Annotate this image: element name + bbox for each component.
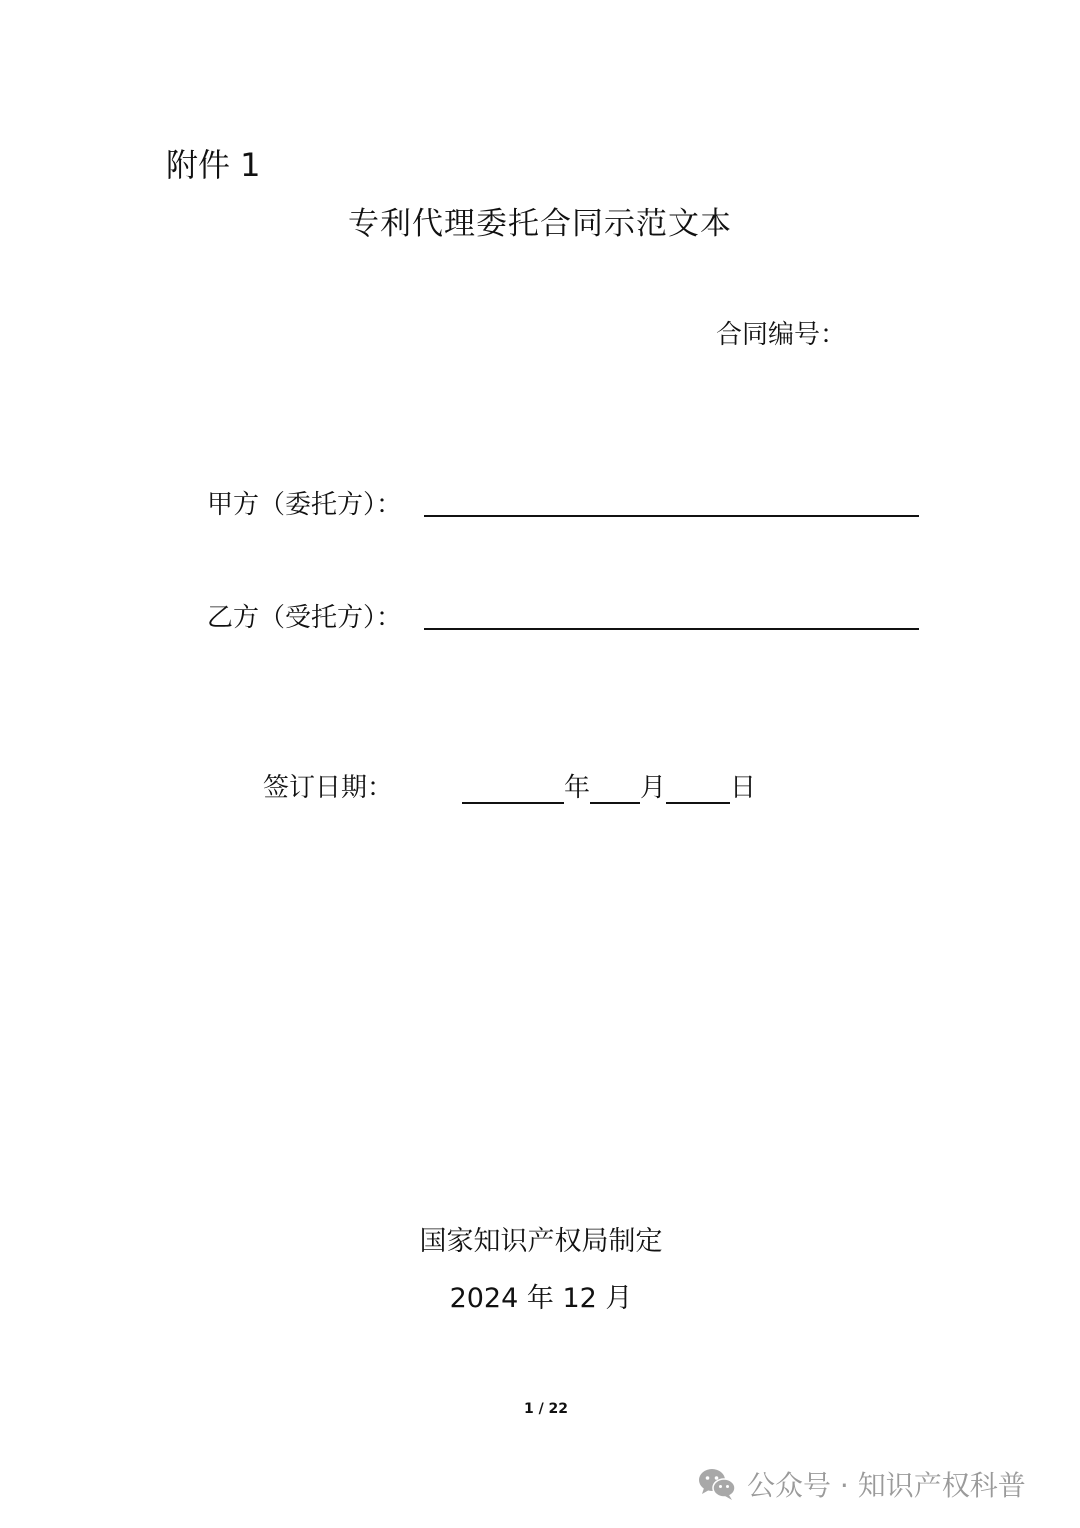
document-title: 专利代理委托合同示范文本 xyxy=(348,206,732,242)
attachment-label: 附件 1 xyxy=(166,146,261,184)
party-b-label: 乙方（受托方）： xyxy=(207,603,403,633)
party-a-fill-line xyxy=(424,515,919,517)
signing-date-fields xyxy=(462,767,756,804)
month-unit: 月 xyxy=(640,773,667,803)
party-a-label: 甲方（委托方）： xyxy=(207,490,403,520)
wechat-icon xyxy=(697,1467,737,1501)
watermark xyxy=(697,1464,1026,1504)
year-unit: 年 xyxy=(564,773,591,803)
month-blank xyxy=(590,772,640,804)
issue-date: 2024 年 12 月 xyxy=(449,1283,633,1314)
watermark-text: 公众号 · 知识产权科普 xyxy=(747,1469,1026,1502)
day-blank xyxy=(666,772,730,804)
page-indicator: 1 / 22 xyxy=(523,1401,569,1417)
party-b-fill-line xyxy=(424,628,919,630)
year-blank xyxy=(462,772,564,804)
contract-number-label: 合同编号： xyxy=(716,320,847,350)
day-unit: 日 xyxy=(730,773,757,803)
signing-date-label: 签订日期： xyxy=(263,773,394,803)
issuer: 国家知识产权局制定 xyxy=(419,1226,663,1257)
